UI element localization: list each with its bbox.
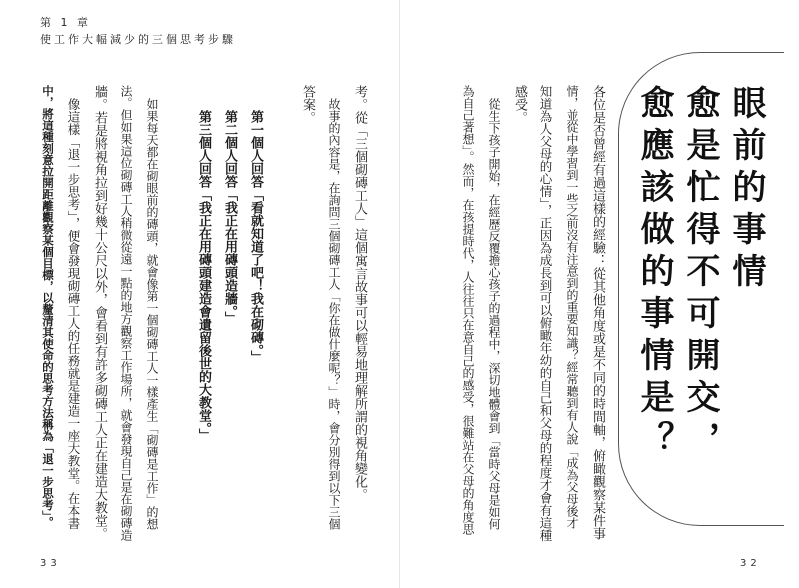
title-line-1: 眼前的事情 bbox=[726, 85, 766, 295]
body-line-emphasis: 中，將這種刻意拉開距離觀察某個目標，以釐清其使命的思考方法稱為「退一步思考」。 bbox=[41, 85, 55, 528]
body-line: 如果每天都在砌眼前的磚頭，就會像第一個砌磚工人一樣產生「砌磚是工作」的想 bbox=[145, 98, 159, 530]
page-fold bbox=[399, 0, 400, 588]
body-line: 知道為人父母的心情」，正因為成長到可以俯瞰年幼的自己和父母的程度才會有這種 bbox=[538, 85, 553, 542]
body-line: 故事的內容是，在詢問三個砌磚工人「你在做什麼呢？」時，會分別得到以下三個 bbox=[327, 98, 341, 530]
body-line: 法。但如果這位砌磚工人稍微從遠一點的地方觀察工作場所，就會發現自己是在砌磚造 bbox=[119, 85, 133, 541]
body-line: 像這樣「退一步思考」，便會發現砌磚工人的任務就是建造一座大教堂。在本書 bbox=[66, 98, 81, 530]
book-title: 使工作大幅減少的三個思考步驟 bbox=[40, 33, 236, 46]
body-line: 考。從「三個砌磚工人」這個寓言故事可以輕易地理解所謂的視角變化。 bbox=[352, 85, 367, 501]
title-line-3: 愈應該做的事情是？ bbox=[634, 85, 674, 463]
body-line: 牆。若是將視角拉到好幾十公尺以外，會看到有許多砌磚工人正在建造大教堂。 bbox=[92, 85, 107, 540]
answer-second: 第二個人回答「我正在用磚頭造牆。」 bbox=[222, 110, 237, 325]
title-line-2: 愈是忙得不可開交， bbox=[680, 85, 720, 463]
answer-first: 第一個人回答「看就知道了吧！我在砌磚。」 bbox=[248, 110, 263, 364]
body-line: 各位是否曾經有過這樣的經驗：從其他角度或是不同的時間軸，俯瞰觀察某件事 bbox=[590, 85, 605, 540]
body-line: 從生下孩子開始，在經歷反覆擔心孩子的過程中，深切地體會到「當時父母是如何 bbox=[487, 98, 501, 530]
page-number-right: 32 bbox=[740, 558, 761, 569]
chapter-label: 第 1 章 bbox=[40, 16, 91, 29]
page-number-left: 33 bbox=[40, 558, 61, 569]
answer-third: 第三個人回答「我正在用磚頭建造會遺留後世的大教堂。」 bbox=[196, 110, 211, 442]
body-line: 為自己著想」。然而，在孩提時代，人往往只在意自己的感受，很難站在父母的角度思 bbox=[461, 85, 475, 535]
body-line: 感受。 bbox=[512, 85, 527, 124]
body-line: 答案。 bbox=[300, 85, 315, 124]
body-line: 情，並從中學習到一些之前沒有注意到的重要知識？經常聽到有人說「成為父母後才 bbox=[565, 85, 579, 529]
